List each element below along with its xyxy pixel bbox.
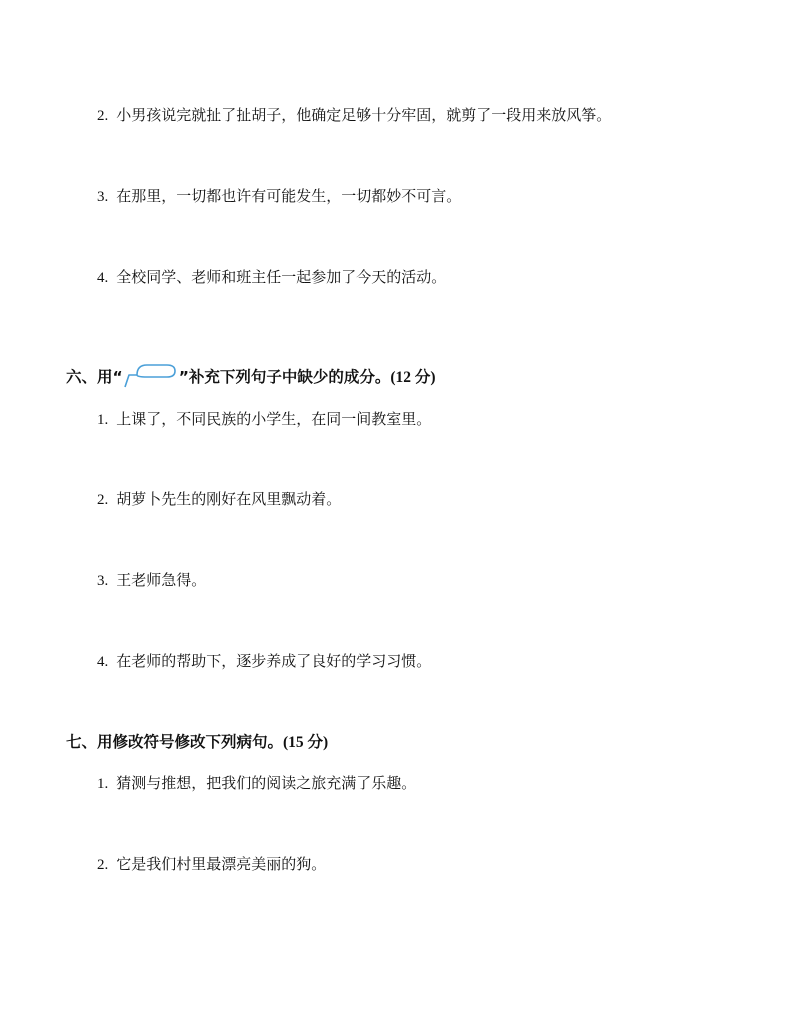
item-text: 猜测与推想，把我们的阅读之旅充满了乐趣。 [116,774,417,792]
section6-item-3 [97,570,206,591]
insertion-mark-icon [123,367,179,387]
section7-item-1 [97,773,416,794]
item-number: 2. [97,492,109,508]
item-number: 2. [97,857,109,873]
section6-item-2 [97,489,341,510]
item-number: 2. [97,108,109,124]
item-text: 它是我们村里最漂亮美丽的狗。 [116,855,327,873]
item-number: 1. [97,412,109,428]
item-number: 3. [97,573,109,589]
item-text: 上课了，不同民族的小学生，在同一间教室里。 [116,410,432,428]
heading-score: (12 分) [390,369,436,386]
item-text: 小男孩说完就扯了扯胡子，他确定足够十分牢固，就剪了一段用来放风筝。 [116,106,612,124]
item-text: 王老师急得。 [116,571,207,589]
section5-item-3 [97,186,461,207]
section7-item-2 [97,854,326,875]
section7-heading [66,732,328,753]
item-text: 在老师的帮助下，逐步养成了良好的学习习惯。 [116,652,432,670]
section5-item-4 [97,267,446,288]
section6-item-1 [97,409,431,430]
item-number: 4. [97,654,109,670]
item-number: 1. [97,776,109,792]
section6-heading [66,367,436,388]
heading-title: 七、用修改符号修改下列病句。 [66,733,284,751]
section6-item-4 [97,651,431,672]
section5-item-2 [97,105,611,126]
item-text: 胡萝卜先生的刚好在风里飘动着。 [116,490,342,508]
item-number: 3. [97,189,109,205]
heading-suffix: ”补充下列句子中缺少的成分。 [178,368,391,386]
heading-score: (15 分) [283,734,329,751]
item-number: 4. [97,270,109,286]
item-text: 在那里，一切都也许有可能发生，一切都妙不可言。 [116,187,462,205]
heading-prefix: 六、用“ [66,368,123,386]
item-text: 全校同学、老师和班主任一起参加了今天的活动。 [116,268,447,286]
